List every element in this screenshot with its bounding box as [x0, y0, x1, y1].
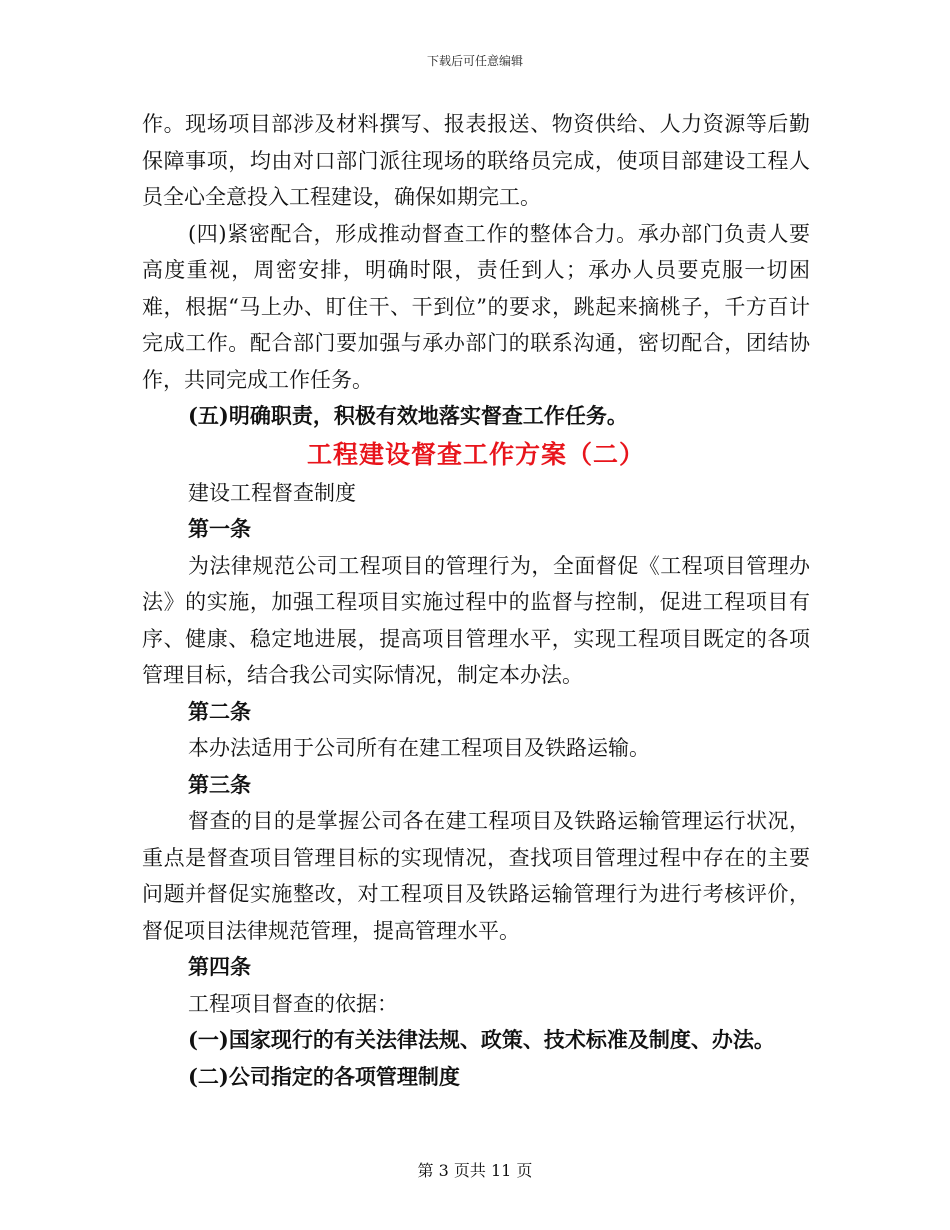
- basis-item-1: (一)国家现行的有关法律法规、政策、技术标准及制度、办法。: [188, 1027, 775, 1052]
- page-footer: 第 3 页共 11 页: [417, 1161, 533, 1180]
- section-subtitle: 建设工程督查制度: [188, 480, 356, 505]
- article-text-2: 本办法适用于公司所有在建工程项目及铁路运输。: [188, 736, 650, 760]
- article-heading-4: 第四条: [188, 954, 251, 979]
- article-heading-1: 第一条: [188, 516, 251, 541]
- paragraph-continuation: 作。现场项目部涉及材料撰写、报表报送、物资供给、人力资源等后勤保障事项，均由对口部门派往现场的联络员完成，使项目部建设工程人员全心全意投入工程建设，确保如期完工。: [142, 112, 810, 209]
- article-text-4: 工程项目督查的依据：: [188, 991, 398, 1016]
- article-text-1: 为法律规范公司工程项目的管理行为，全面督促《工程项目管理办法》的实施，加强工程项目实施过程中的监督与控制，促进工程项目有序、健康、稳定地进展，提高项目管理水平，实现工程项目既定的各项管理目标，结合我公司实际情况，制定本办法。: [142, 553, 810, 687]
- document-body: [142, 106, 810, 1095]
- paragraph-item-five: (五)明确职责，积极有效地落实督查工作任务。: [188, 403, 628, 428]
- paragraph-item-four: (四)紧密配合，形成推动督查工作的整体合力。承办部门负责人要高度重视，周密安排，明确时限，责任到人；承办人员要克服一切困难，根据“马上办、盯住干、干到位”的要求，跳起来摘桃子，千方百计完成工作。配合部门要加强与承办部门的联系沟通，密切配合，团结协作，共同完成工作任务。: [142, 221, 810, 392]
- page-header: 下载后可任意编辑: [426, 54, 523, 68]
- article-text-3: 督查的目的是掌握公司各在建工程项目及铁路运输管理运行状况，重点是督查项目管理目标的实现情况，查找项目管理过程中存在的主要问题并督促实施整改，对工程项目及铁路运输管理行为进行考核评价，督促项目法律规范管理，提高管理水平。: [142, 809, 810, 943]
- article-heading-3: 第三条: [188, 771, 251, 797]
- basis-item-2: (二)公司指定的各项管理制度: [188, 1063, 460, 1089]
- article-heading-2: 第二条: [188, 698, 251, 724]
- section-title: 工程建设督查工作方案（二）: [306, 439, 645, 469]
